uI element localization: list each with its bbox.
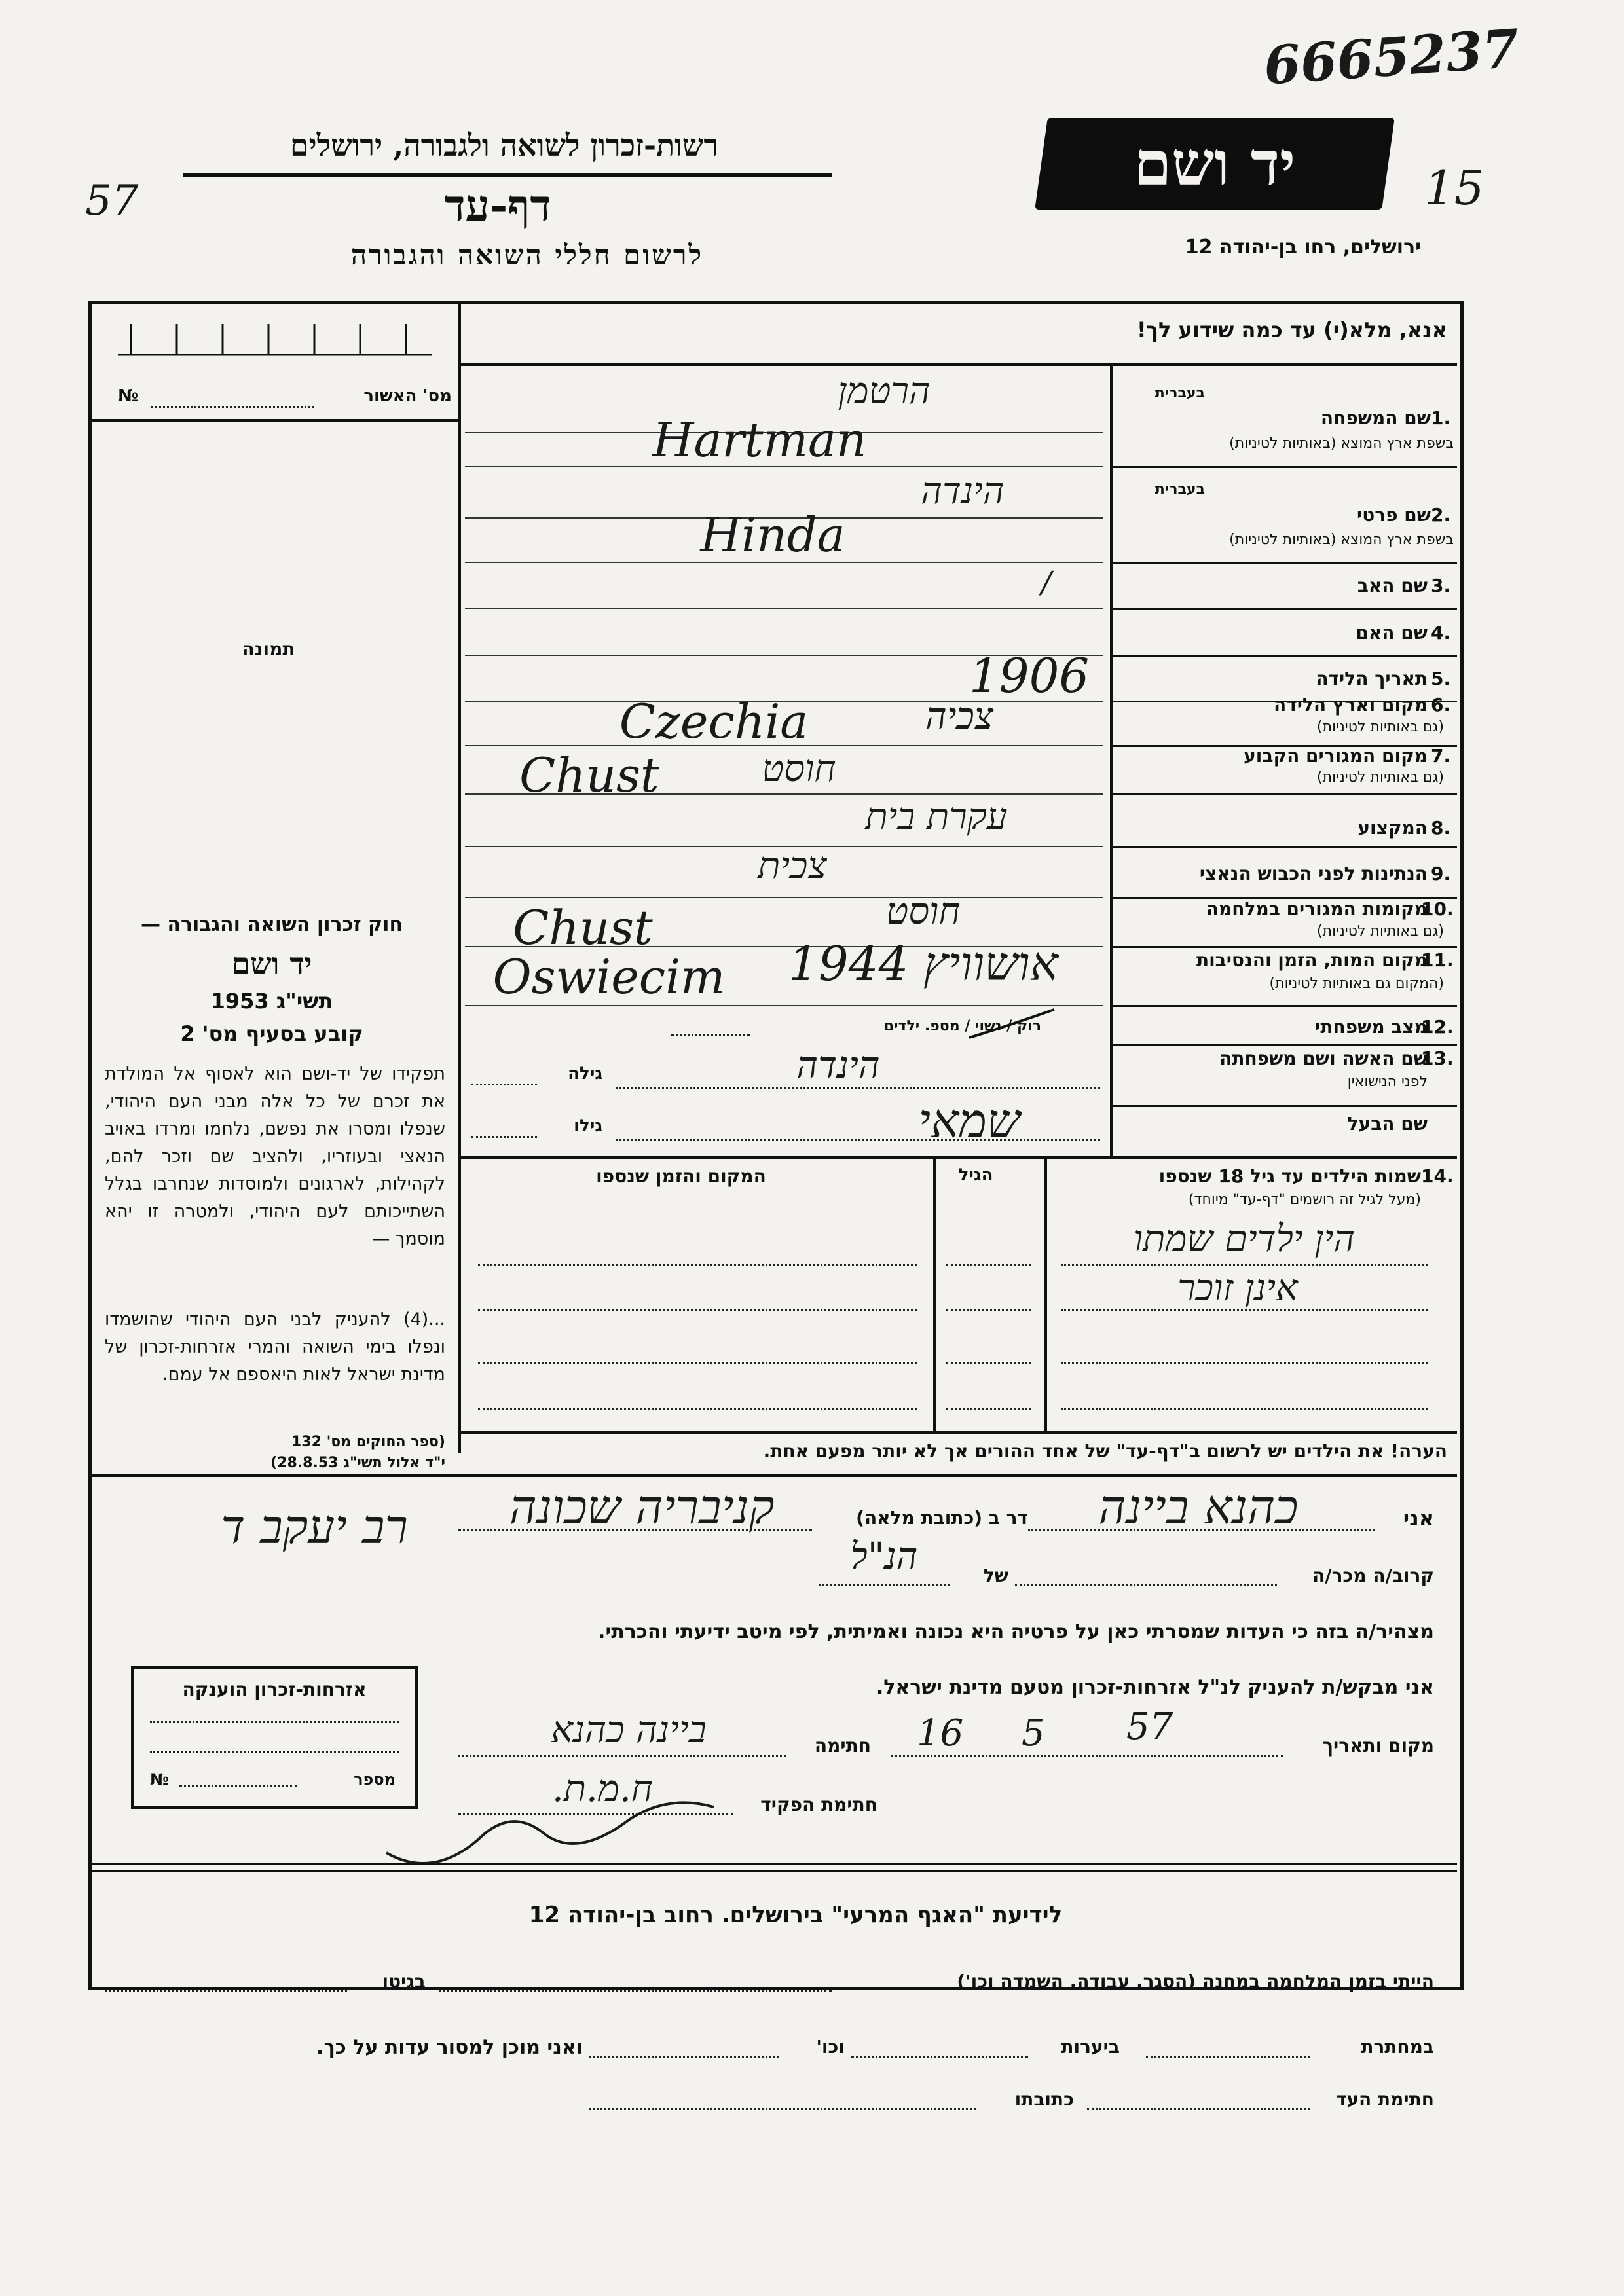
row-rule <box>1113 793 1457 795</box>
children-col-divider-1 <box>933 1159 936 1432</box>
witness-signature-label: חתימת העד <box>1335 2088 1434 2110</box>
date-year: 57 <box>1126 1705 1173 1748</box>
children-col-divider-2 <box>1044 1159 1047 1432</box>
child-line <box>1061 1309 1428 1311</box>
field-13-label: שם האשה ושם משפחתה <box>1219 1048 1428 1069</box>
field-10-label: מקומות המגורים במלחמה <box>1206 898 1428 920</box>
row-rule <box>1113 466 1457 468</box>
field-7-label: מקום המגורים הקבוע <box>1244 745 1428 767</box>
margin-number-right: 15 <box>1424 160 1485 215</box>
field-11-num: 11. <box>1421 949 1454 971</box>
remark-top-rule <box>458 1431 1457 1434</box>
field-8-num: 8. <box>1431 817 1451 839</box>
relation-line <box>1015 1584 1277 1586</box>
husband-age-label: גילו <box>574 1116 602 1136</box>
law-source-2: י"ד אלול תשי"ג 28.8.53) <box>270 1455 445 1471</box>
field-10-note: (גם באותיות לטיניות) <box>1317 923 1444 939</box>
row-rule <box>1113 1105 1457 1107</box>
certificate-line <box>150 1721 399 1723</box>
resident-label: דר ב (כתובת מלאה) <box>856 1507 1028 1529</box>
value-line <box>465 897 1103 898</box>
child-place-line <box>478 1362 917 1364</box>
date-month: 5 <box>1022 1712 1045 1755</box>
field-2-num: 2. <box>1431 504 1451 526</box>
field-7-num: 7. <box>1431 745 1451 767</box>
field-7-hebrew-value: חוסט <box>762 748 836 790</box>
of-line <box>819 1584 950 1586</box>
field-1-note: בשפת ארץ המוצא (באותיות לטיניות) <box>1229 435 1454 452</box>
certificate-line <box>150 1751 399 1753</box>
law-title: חוק זכרון השואה והגבורה — <box>140 913 403 936</box>
field-5-label: תאריך הלידה <box>1316 668 1428 689</box>
child-place-line <box>478 1264 917 1266</box>
row-rule <box>1113 846 1457 848</box>
forests-line <box>851 2056 1028 2058</box>
children-label: שמות הילדים עד גיל 18 שנספו <box>1158 1165 1421 1187</box>
intro-rule <box>458 363 1457 366</box>
field-2-value: Hinda <box>700 507 845 562</box>
hebrew-tag-1: בעברית <box>1154 385 1205 401</box>
wife-age-line <box>471 1084 537 1085</box>
field-13-num: 13. <box>1421 1048 1454 1069</box>
law-year: תשי"ג 1953 <box>210 989 333 1013</box>
hebrew-tag-2: בעברית <box>1154 481 1205 498</box>
marital-status-mark <box>963 1002 1061 1048</box>
field-4-label: שם האם <box>1356 622 1428 644</box>
declaration-top-rule <box>92 1474 1457 1477</box>
field-3-label: שם האב <box>1357 575 1428 596</box>
footer-line2-mid: ביערות <box>1061 2036 1120 2058</box>
relation-value: הנ"ל <box>850 1535 918 1578</box>
memorial-citizenship-title: אזרחות-זכרון הוענקה <box>182 1679 367 1700</box>
children-note: (מעל לגיל זה רושמים "דף-עד" מיוחד) <box>1188 1192 1421 1208</box>
request-text: אני מבקש/ת להעניק לנ"ל אזרחות-זכרון מטעם מדינת ישראל. <box>876 1676 1434 1699</box>
child-line <box>1061 1362 1428 1364</box>
declarant-address: קניבריה שכונה <box>509 1480 775 1535</box>
yad-vashem-logo <box>1035 118 1395 210</box>
field-9-value: צכית <box>758 845 827 887</box>
row-rule <box>1113 1005 1457 1007</box>
row-rule <box>1113 608 1457 610</box>
child-line <box>1061 1408 1428 1410</box>
field-5-value: 1906 <box>969 648 1090 703</box>
children-age-header: הגיל <box>958 1165 993 1185</box>
child-age-line <box>946 1264 1031 1266</box>
signature-value: ביינה כהנא <box>551 1709 707 1751</box>
field-2-hebrew-value: הינדה <box>921 470 1005 513</box>
wife-age-label: גילה <box>568 1064 602 1084</box>
organization-line: רשות-זכרון לשואה ולגבורה, ירושלים <box>289 128 719 163</box>
footer-rule-1 <box>92 1863 1457 1865</box>
field-2-label: שם פרטי <box>1356 504 1431 526</box>
row-rule <box>1113 1044 1457 1046</box>
field-8-label: המקצוע <box>1357 817 1428 839</box>
etc-line <box>589 2056 779 2058</box>
row-rule <box>1113 655 1457 657</box>
field-13-value: הינדה <box>796 1044 880 1087</box>
child-entry-2: אינן זוכר <box>1177 1267 1298 1309</box>
children-count-line <box>671 1034 750 1036</box>
signature-label: חתימה <box>814 1735 871 1757</box>
field-1-label: שם המשפחה <box>1320 407 1431 429</box>
footer-title: לידיעת "האגף המרעי" בירושלים. רחוב בן-יהודה 12 <box>528 1902 1063 1928</box>
camp-line <box>439 1990 832 1992</box>
date-day: 16 <box>917 1712 964 1755</box>
margin-number-left: 57 <box>85 177 139 225</box>
field-5-num: 5. <box>1431 668 1451 689</box>
child-line <box>1061 1264 1428 1266</box>
photo-label: תמונה <box>242 638 295 660</box>
husband-label: שם הבעל <box>1347 1113 1428 1135</box>
law-clause: קובע בסעיף מס' 2 <box>180 1021 363 1046</box>
child-age-line <box>946 1408 1031 1410</box>
relation-label: קרוב/ה מכר/ה <box>1312 1565 1434 1586</box>
witness-signature-line <box>1087 2108 1310 2110</box>
value-line <box>465 608 1103 609</box>
field-13-note: לפני הנישואין <box>1347 1074 1428 1090</box>
field-10-num: 10. <box>1421 898 1454 920</box>
officer-signature-value: ח.מ.ת. <box>552 1768 653 1810</box>
signature-line <box>458 1755 786 1757</box>
label-column-divider <box>1110 365 1113 1156</box>
row-rule <box>1113 946 1457 948</box>
field-6-label: מקום וארץ הלידה <box>1274 694 1428 716</box>
field-7-value: Chust <box>519 748 659 803</box>
field-1-num: 1. <box>1431 407 1451 429</box>
field-9-num: 9. <box>1431 863 1451 884</box>
field-7-note: (גם באותיות לטיניות) <box>1317 769 1444 786</box>
children-top-rule <box>458 1156 1457 1159</box>
field-10-hebrew-value: חוסט <box>886 890 961 933</box>
left-column-divider <box>458 304 461 1453</box>
wife-name-line <box>616 1087 1100 1089</box>
field-12-value: רוק / נשוי / מספ. ילדים <box>883 1018 1041 1034</box>
date-line <box>891 1755 1283 1757</box>
field-4-num: 4. <box>1431 622 1451 644</box>
declare-text: מצהיר/ה בזה כי העדות שמסרתי כאן על פרטיה היא נכונה ואמיתית, לפי מיטב ידיעתי והכרתי. <box>598 1620 1434 1643</box>
field-11-hebrew-value: אושוויץ 1944 <box>788 936 1058 991</box>
place-date-label: מקום ותאריך <box>1322 1735 1434 1757</box>
witness-address-line <box>589 2108 976 2110</box>
row-rule <box>1113 562 1457 564</box>
field-6-hebrew-value: צכיה <box>925 695 994 738</box>
child-age-line <box>946 1362 1031 1364</box>
form-intro: אנא, מלא(י) עד כמה שידוע לך! <box>1136 318 1447 342</box>
field-6-value: Czechia <box>619 694 809 749</box>
underground-line <box>1146 2056 1310 2058</box>
child-place-line <box>478 1408 917 1410</box>
ghetto-line <box>105 1990 347 1992</box>
approval-rule <box>92 419 458 422</box>
field-8-value: עקרת בית <box>865 795 1008 838</box>
witness-address-label: כתובתו <box>1014 2088 1074 2110</box>
declarant-name: כהנא ביינה <box>1098 1480 1299 1535</box>
field-11-value: Oswiecim <box>492 949 726 1004</box>
field-1-hebrew-value: הרטמן <box>838 370 931 412</box>
header-rule <box>183 173 832 177</box>
declarant-i-label: אני <box>1403 1506 1434 1531</box>
law-body-2: ...(4) להעניק לבני העם היהודי שהושמדו ונפלו בימי השואה והמרי אזרחות-זכרון של מדינת ישראל לאות היאספם אל עמם. <box>105 1309 445 1385</box>
field-6-num: 6. <box>1431 694 1451 716</box>
field-6-note: (גם באותיות לטיניות) <box>1317 719 1444 735</box>
form-subtitle: לרשום חללי השואה והגבורה <box>350 239 704 271</box>
form-title: דף-עד <box>444 180 551 231</box>
footer-line2-end: ואני מוכן למסור עדות על כך. <box>316 2036 583 2059</box>
footer-line1-label: הייתי בזמן המלחמה במחנה (הסגר, עבודה, השמדה וכו') <box>957 1971 1434 1992</box>
of-label: של <box>983 1565 1008 1586</box>
archive-number: 6665237 <box>1262 17 1521 97</box>
approval-ticks <box>118 321 432 357</box>
footer-line2-label: במחתרת <box>1361 2036 1434 2058</box>
approval-number-line <box>151 406 314 408</box>
law-body: תפקידו של יד-ושם הוא לאסוף אל המולדת את זכרם של כל אלה מבני העם היהודי, שנפלו ומסרו את נפשם, נלחמו ומרדו באויב הנאצי ובעוזריו, ולהציב שם וזכר להם, לקהילות, לארגונים ולמוסדות שנחרבו בגלל השתייכותם לעם היהודי, ולמטרה זו יהא מוסמך — <box>105 1064 445 1249</box>
field-10-value: Chust <box>513 900 653 955</box>
husband-name-line <box>616 1139 1100 1141</box>
side-note: רב יעקב ד <box>221 1499 408 1554</box>
officer-signature-label: חתימת הפקיד <box>760 1794 877 1815</box>
footer-line2-mid2: וכו' <box>816 2036 845 2058</box>
child-age-line <box>946 1309 1031 1311</box>
certificate-number-label: מספר <box>354 1770 396 1789</box>
logo-text: יד ושם <box>1134 128 1296 199</box>
law-name: יד ושם <box>231 946 312 981</box>
approval-no-sign: № <box>118 386 139 406</box>
children-place-header: המקום והזמן שנספו <box>596 1165 766 1187</box>
memorial-citizenship-box <box>131 1666 418 1809</box>
law-source: (ספר החוקים מס' 132 <box>291 1434 445 1450</box>
field-2-note: בשפת ארץ המוצא (באותיות לטיניות) <box>1229 532 1454 548</box>
children-remark: הערה! את הילדים יש לרשום ב"דף-עד" של אחד ההורים אך לא יותר מפעם אחת. <box>763 1440 1447 1462</box>
field-1-value: Hartman <box>652 412 867 467</box>
footer-rule-2 <box>92 1870 1457 1872</box>
field-3-num: 3. <box>1431 575 1451 596</box>
officer-signature-flourish <box>380 1781 720 1886</box>
header-address: ירושלים, רחו בן-יהודה 12 <box>1185 236 1421 259</box>
husband-age-line <box>471 1136 537 1138</box>
field-3-value: / <box>1041 564 1052 600</box>
field-11-note: (המקום גם באותיות לטיניות) <box>1269 975 1444 992</box>
husband-value: שמאי <box>918 1093 1020 1148</box>
certificate-number-line <box>179 1785 297 1787</box>
footer-line1-end: בגיטו <box>382 1971 426 1992</box>
field-9-label: הנתינות לפני הכבוש הנאצי <box>1199 863 1428 884</box>
approval-label: מס' האשור <box>363 386 452 406</box>
certificate-no-sign: № <box>150 1770 169 1789</box>
child-place-line <box>478 1309 917 1311</box>
field-11-label: מקום המות, הזמן והנסיבות <box>1196 949 1428 971</box>
children-num: 14. <box>1421 1165 1454 1187</box>
field-12-num: 12. <box>1421 1016 1454 1038</box>
child-entry-1: הין ילדים שמתו <box>1133 1218 1356 1260</box>
field-12-label: מצב משפחתי <box>1315 1016 1428 1038</box>
